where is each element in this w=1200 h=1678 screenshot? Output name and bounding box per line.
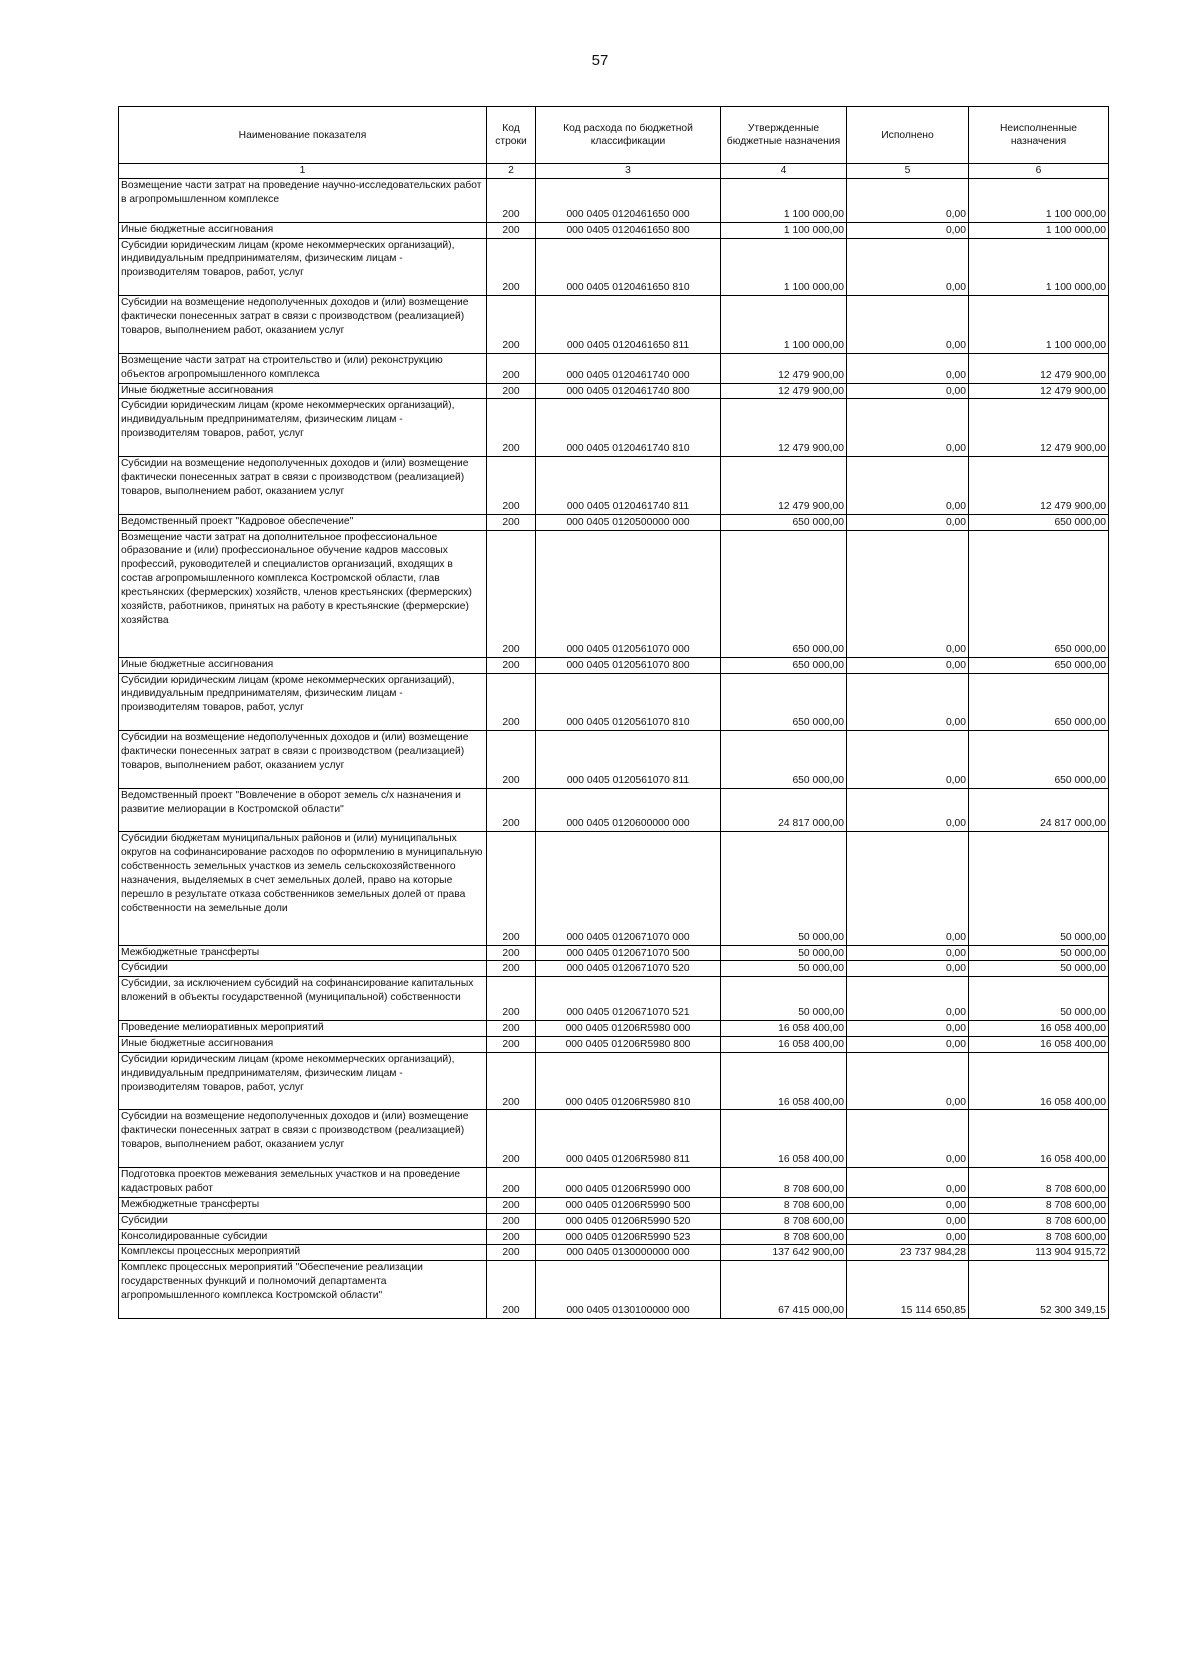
row-unexecuted: 12 479 900,00 [969, 457, 1109, 515]
row-line-code: 200 [487, 238, 536, 296]
row-approved: 50 000,00 [721, 961, 847, 977]
row-approved: 24 817 000,00 [721, 788, 847, 832]
row-executed: 0,00 [847, 399, 969, 457]
row-unexecuted: 50 000,00 [969, 832, 1109, 945]
row-unexecuted: 650 000,00 [969, 657, 1109, 673]
row-expense-code: 000 0405 0120671070 000 [536, 832, 721, 945]
row-executed: 0,00 [847, 731, 969, 789]
row-executed: 0,00 [847, 296, 969, 354]
row-line-code: 200 [487, 788, 536, 832]
row-name: Возмещение части затрат на проведение научно-исследовательских работ в агропромышленном комплексе [119, 179, 487, 223]
table-row [119, 530, 1109, 657]
row-executed: 0,00 [847, 1168, 969, 1198]
row-executed: 0,00 [847, 1229, 969, 1245]
table-row [119, 1229, 1109, 1245]
row-expense-code: 000 0405 0120561070 810 [536, 673, 721, 731]
row-approved: 16 058 400,00 [721, 1110, 847, 1168]
row-name: Субсидии [119, 1213, 487, 1229]
row-executed: 0,00 [847, 514, 969, 530]
row-expense-code: 000 0405 0120461740 800 [536, 383, 721, 399]
table-row [119, 399, 1109, 457]
row-unexecuted: 12 479 900,00 [969, 353, 1109, 383]
row-name: Ведомственный проект "Вовлечение в оборот земель с/х назначения и развитие мелиорации в Костромской области" [119, 788, 487, 832]
row-line-code: 200 [487, 1168, 536, 1198]
row-unexecuted: 12 479 900,00 [969, 383, 1109, 399]
row-unexecuted: 1 100 000,00 [969, 238, 1109, 296]
table-row [119, 945, 1109, 961]
row-unexecuted: 1 100 000,00 [969, 296, 1109, 354]
row-line-code: 200 [487, 222, 536, 238]
row-name: Иные бюджетные ассигнования [119, 1036, 487, 1052]
row-unexecuted: 16 058 400,00 [969, 1110, 1109, 1168]
column-number: 3 [536, 164, 721, 179]
row-line-code: 200 [487, 399, 536, 457]
table-row [119, 961, 1109, 977]
row-line-code: 200 [487, 1036, 536, 1052]
row-unexecuted: 16 058 400,00 [969, 1021, 1109, 1037]
row-approved: 12 479 900,00 [721, 399, 847, 457]
row-expense-code: 000 0405 01206R5980 811 [536, 1110, 721, 1168]
row-expense-code: 000 0405 0120600000 000 [536, 788, 721, 832]
row-name: Иные бюджетные ассигнования [119, 222, 487, 238]
row-name: Комплекс процессных мероприятий "Обеспечение реализации государственных функций и полномочий департамента агропромышленного комплекса Костромской области" [119, 1261, 487, 1319]
row-expense-code: 000 0405 0120671070 520 [536, 961, 721, 977]
row-executed: 0,00 [847, 238, 969, 296]
row-approved: 650 000,00 [721, 657, 847, 673]
row-name: Субсидии на возмещение недополученных доходов и (или) возмещение фактически понесенных затрат в связи с производством (реализацией) товаров, выполнением работ, оказанием услуг [119, 731, 487, 789]
table-row [119, 673, 1109, 731]
row-unexecuted: 650 000,00 [969, 530, 1109, 657]
row-approved: 1 100 000,00 [721, 222, 847, 238]
table-row [119, 1261, 1109, 1319]
row-line-code: 200 [487, 179, 536, 223]
row-approved: 137 642 900,00 [721, 1245, 847, 1261]
row-name: Межбюджетные трансферты [119, 945, 487, 961]
table-row [119, 1168, 1109, 1198]
row-approved: 12 479 900,00 [721, 457, 847, 515]
row-unexecuted: 16 058 400,00 [969, 1036, 1109, 1052]
row-executed: 0,00 [847, 977, 969, 1021]
row-expense-code: 000 0405 01206R5990 523 [536, 1229, 721, 1245]
row-line-code: 200 [487, 1110, 536, 1168]
row-line-code: 200 [487, 657, 536, 673]
row-executed: 23 737 984,28 [847, 1245, 969, 1261]
row-executed: 0,00 [847, 832, 969, 945]
row-name: Субсидии юридическим лицам (кроме некоммерческих организаций), индивидуальным предпринимателям, физическим лицам - производителям товаров, работ, услуг [119, 399, 487, 457]
table-row [119, 788, 1109, 832]
table-row [119, 1021, 1109, 1037]
row-expense-code: 000 0405 0120561070 000 [536, 530, 721, 657]
row-name: Субсидии юридическим лицам (кроме некоммерческих организаций), индивидуальным предпринимателям, физическим лицам - производителям товаров, работ, услуг [119, 1052, 487, 1110]
table-row [119, 353, 1109, 383]
table-row [119, 457, 1109, 515]
row-unexecuted: 113 904 915,72 [969, 1245, 1109, 1261]
row-executed: 0,00 [847, 1021, 969, 1037]
row-approved: 67 415 000,00 [721, 1261, 847, 1319]
row-executed: 0,00 [847, 788, 969, 832]
table-row [119, 657, 1109, 673]
row-executed: 0,00 [847, 657, 969, 673]
row-name: Иные бюджетные ассигнования [119, 657, 487, 673]
table-row [119, 296, 1109, 354]
row-unexecuted: 50 000,00 [969, 945, 1109, 961]
row-expense-code: 000 0405 0120461650 800 [536, 222, 721, 238]
row-line-code: 200 [487, 1052, 536, 1110]
row-unexecuted: 16 058 400,00 [969, 1052, 1109, 1110]
row-executed: 0,00 [847, 1036, 969, 1052]
column-number: 2 [487, 164, 536, 179]
row-line-code: 200 [487, 353, 536, 383]
row-executed: 0,00 [847, 179, 969, 223]
column-number: 6 [969, 164, 1109, 179]
row-approved: 12 479 900,00 [721, 383, 847, 399]
row-executed: 0,00 [847, 222, 969, 238]
page-number: 57 [591, 52, 609, 69]
row-name: Ведомственный проект "Кадровое обеспечение" [119, 514, 487, 530]
table-row [119, 179, 1109, 223]
row-approved: 16 058 400,00 [721, 1052, 847, 1110]
row-line-code: 200 [487, 1213, 536, 1229]
row-unexecuted: 50 000,00 [969, 977, 1109, 1021]
row-executed: 0,00 [847, 353, 969, 383]
row-unexecuted: 8 708 600,00 [969, 1229, 1109, 1245]
row-unexecuted: 8 708 600,00 [969, 1197, 1109, 1213]
row-expense-code: 000 0405 0120461650 810 [536, 238, 721, 296]
budget-execution-table [118, 106, 1109, 1319]
header-expense-code: Код расхода по бюджетной классификации [536, 107, 721, 164]
row-expense-code: 000 0405 0130000000 000 [536, 1245, 721, 1261]
row-line-code: 200 [487, 673, 536, 731]
row-approved: 1 100 000,00 [721, 296, 847, 354]
row-expense-code: 000 0405 0120461650 811 [536, 296, 721, 354]
row-line-code: 200 [487, 961, 536, 977]
row-expense-code: 000 0405 0120461740 811 [536, 457, 721, 515]
row-line-code: 200 [487, 530, 536, 657]
table-row [119, 222, 1109, 238]
row-expense-code: 000 0405 0120461740 810 [536, 399, 721, 457]
row-line-code: 200 [487, 945, 536, 961]
table-row [119, 1110, 1109, 1168]
row-approved: 50 000,00 [721, 945, 847, 961]
table-row [119, 383, 1109, 399]
row-expense-code: 000 0405 0120561070 800 [536, 657, 721, 673]
row-expense-code: 000 0405 0120461650 000 [536, 179, 721, 223]
row-name: Возмещение части затрат на дополнительное профессиональное образование и (или) профессиональное обучение кадров массовых профессий, руководителей и специалистов организаций, входящих в состав агропромышленного комплекса Костромской области, глав крестьянских (фермерских) хозяйств, членов крестьянских (фермерских) хозяйств, работников, принятых на работу в крестьянские (фермерские) хозяйства [119, 530, 487, 657]
row-unexecuted: 650 000,00 [969, 514, 1109, 530]
row-name: Субсидии [119, 961, 487, 977]
row-executed: 0,00 [847, 457, 969, 515]
row-approved: 50 000,00 [721, 977, 847, 1021]
row-unexecuted: 52 300 349,15 [969, 1261, 1109, 1319]
row-executed: 0,00 [847, 1110, 969, 1168]
row-unexecuted: 1 100 000,00 [969, 222, 1109, 238]
table-row [119, 1036, 1109, 1052]
row-name: Субсидии юридическим лицам (кроме некоммерческих организаций), индивидуальным предпринимателям, физическим лицам - производителям товаров, работ, услуг [119, 238, 487, 296]
table-row [119, 977, 1109, 1021]
row-approved: 650 000,00 [721, 673, 847, 731]
row-line-code: 200 [487, 832, 536, 945]
row-name: Субсидии на возмещение недополученных доходов и (или) возмещение фактически понесенных затрат в связи с производством (реализацией) товаров, выполнением работ, оказанием услуг [119, 457, 487, 515]
row-name: Субсидии юридическим лицам (кроме некоммерческих организаций), индивидуальным предпринимателям, физическим лицам - производителям товаров, работ, услуг [119, 673, 487, 731]
header-unexecuted: Неисполненные назначения [969, 107, 1109, 164]
table-row [119, 832, 1109, 945]
row-unexecuted: 1 100 000,00 [969, 179, 1109, 223]
row-executed: 0,00 [847, 1052, 969, 1110]
row-approved: 650 000,00 [721, 731, 847, 789]
row-executed: 0,00 [847, 945, 969, 961]
row-approved: 50 000,00 [721, 832, 847, 945]
row-name: Возмещение части затрат на строительство и (или) реконструкцию объектов агропромышленного комплекса [119, 353, 487, 383]
column-number: 4 [721, 164, 847, 179]
row-expense-code: 000 0405 01206R5980 810 [536, 1052, 721, 1110]
row-expense-code: 000 0405 0120500000 000 [536, 514, 721, 530]
row-line-code: 200 [487, 977, 536, 1021]
row-unexecuted: 50 000,00 [969, 961, 1109, 977]
row-name: Комплексы процессных мероприятий [119, 1245, 487, 1261]
row-approved: 12 479 900,00 [721, 353, 847, 383]
header-line-code: Код строки [487, 107, 536, 164]
row-approved: 8 708 600,00 [721, 1168, 847, 1198]
table-row [119, 1197, 1109, 1213]
row-approved: 8 708 600,00 [721, 1213, 847, 1229]
row-approved: 16 058 400,00 [721, 1021, 847, 1037]
column-number-row [119, 164, 1109, 179]
row-name: Субсидии на возмещение недополученных доходов и (или) возмещение фактически понесенных затрат в связи с производством (реализацией) товаров, выполнением работ, оказанием услуг [119, 1110, 487, 1168]
row-expense-code: 000 0405 01206R5980 000 [536, 1021, 721, 1037]
header-approved: Утвержденные бюджетные назначения [721, 107, 847, 164]
row-expense-code: 000 0405 01206R5990 520 [536, 1213, 721, 1229]
row-expense-code: 000 0405 0120461740 000 [536, 353, 721, 383]
table-row [119, 1213, 1109, 1229]
row-expense-code: 000 0405 0120671070 521 [536, 977, 721, 1021]
row-name: Субсидии, за исключением субсидий на софинансирование капитальных вложений в объекты государственной (муниципальной) собственности [119, 977, 487, 1021]
row-line-code: 200 [487, 731, 536, 789]
row-expense-code: 000 0405 01206R5980 800 [536, 1036, 721, 1052]
row-expense-code: 000 0405 01206R5990 500 [536, 1197, 721, 1213]
row-expense-code: 000 0405 0130100000 000 [536, 1261, 721, 1319]
row-approved: 650 000,00 [721, 530, 847, 657]
row-approved: 8 708 600,00 [721, 1197, 847, 1213]
row-name: Проведение мелиоративных мероприятий [119, 1021, 487, 1037]
row-approved: 1 100 000,00 [721, 179, 847, 223]
row-unexecuted: 12 479 900,00 [969, 399, 1109, 457]
row-unexecuted: 650 000,00 [969, 673, 1109, 731]
row-name: Субсидии бюджетам муниципальных районов и (или) муниципальных округов на софинансирование расходов по оформлению в муниципальную собственность земельных участков из земель сельскохозяйственного назначения, выделяемых в счет земельных долей, право на которые перешло в результате отказа собственников земельных долей от права собственности на земельные доли [119, 832, 487, 945]
header-executed: Исполнено [847, 107, 969, 164]
table-header-row [119, 107, 1109, 164]
row-unexecuted: 8 708 600,00 [969, 1168, 1109, 1198]
column-number: 1 [119, 164, 487, 179]
table-row [119, 238, 1109, 296]
table-row [119, 1245, 1109, 1261]
row-line-code: 200 [487, 296, 536, 354]
row-executed: 0,00 [847, 673, 969, 731]
row-line-code: 200 [487, 457, 536, 515]
row-executed: 0,00 [847, 1213, 969, 1229]
row-name: Субсидии на возмещение недополученных доходов и (или) возмещение фактически понесенных затрат в связи с производством (реализацией) товаров, выполнением работ, оказанием услуг [119, 296, 487, 354]
row-executed: 0,00 [847, 383, 969, 399]
row-approved: 8 708 600,00 [721, 1229, 847, 1245]
row-line-code: 200 [487, 1261, 536, 1319]
table-body [119, 179, 1109, 1319]
row-line-code: 200 [487, 1021, 536, 1037]
row-executed: 0,00 [847, 961, 969, 977]
row-line-code: 200 [487, 1229, 536, 1245]
row-executed: 0,00 [847, 530, 969, 657]
column-number: 5 [847, 164, 969, 179]
table-row [119, 731, 1109, 789]
table-row [119, 514, 1109, 530]
row-unexecuted: 650 000,00 [969, 731, 1109, 789]
row-name: Межбюджетные трансферты [119, 1197, 487, 1213]
row-name: Консолидированные субсидии [119, 1229, 487, 1245]
row-approved: 650 000,00 [721, 514, 847, 530]
header-indicator-name: Наименование показателя [119, 107, 487, 164]
row-line-code: 200 [487, 383, 536, 399]
row-line-code: 200 [487, 514, 536, 530]
row-executed: 0,00 [847, 1197, 969, 1213]
row-line-code: 200 [487, 1245, 536, 1261]
row-approved: 1 100 000,00 [721, 238, 847, 296]
row-expense-code: 000 0405 01206R5990 000 [536, 1168, 721, 1198]
row-executed: 15 114 650,85 [847, 1261, 969, 1319]
row-approved: 16 058 400,00 [721, 1036, 847, 1052]
table-row [119, 1052, 1109, 1110]
row-expense-code: 000 0405 0120671070 500 [536, 945, 721, 961]
row-unexecuted: 24 817 000,00 [969, 788, 1109, 832]
row-unexecuted: 8 708 600,00 [969, 1213, 1109, 1229]
row-name: Подготовка проектов межевания земельных участков и на проведение кадастровых работ [119, 1168, 487, 1198]
row-name: Иные бюджетные ассигнования [119, 383, 487, 399]
row-line-code: 200 [487, 1197, 536, 1213]
row-expense-code: 000 0405 0120561070 811 [536, 731, 721, 789]
